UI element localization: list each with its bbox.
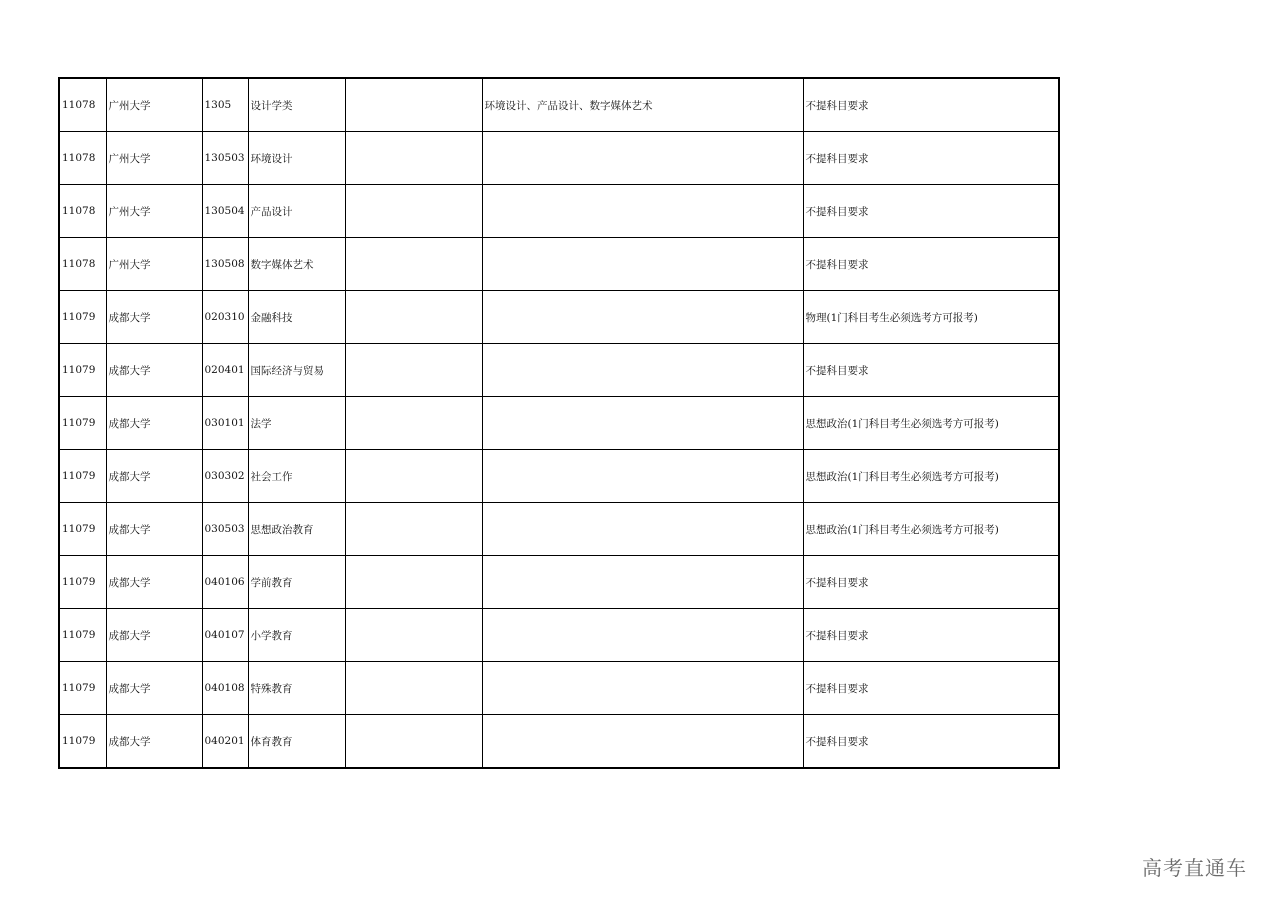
major-code-cell: 020401 — [202, 344, 248, 397]
blank-cell — [345, 291, 482, 344]
institution-code-cell: 11079 — [59, 344, 106, 397]
subject-requirement-cell: 物理(1门科目考生必须选考方可报考) — [803, 291, 1059, 344]
major-name-cell: 体育教育 — [248, 715, 345, 769]
major-name-cell: 思想政治教育 — [248, 503, 345, 556]
major-name-cell: 学前教育 — [248, 556, 345, 609]
institution-code-cell: 11078 — [59, 185, 106, 238]
blank-cell — [345, 132, 482, 185]
included-majors-cell — [482, 450, 803, 503]
included-majors-cell — [482, 238, 803, 291]
major-code-cell: 030101 — [202, 397, 248, 450]
institution-name-cell: 成都大学 — [106, 662, 202, 715]
major-code-cell: 130504 — [202, 185, 248, 238]
table-row — [59, 132, 1059, 185]
included-majors-cell — [482, 291, 803, 344]
institution-name-cell: 成都大学 — [106, 609, 202, 662]
subject-requirement-cell: 不提科目要求 — [803, 715, 1059, 769]
major-code-cell: 030302 — [202, 450, 248, 503]
blank-cell — [345, 344, 482, 397]
major-code-cell: 040106 — [202, 556, 248, 609]
institution-code-cell: 11079 — [59, 291, 106, 344]
major-code-cell: 040108 — [202, 662, 248, 715]
subject-requirements-table — [58, 77, 1060, 769]
subject-requirement-cell: 不提科目要求 — [803, 344, 1059, 397]
subject-requirement-cell: 不提科目要求 — [803, 662, 1059, 715]
major-code-cell: 130503 — [202, 132, 248, 185]
institution-name-cell: 广州大学 — [106, 185, 202, 238]
blank-cell — [345, 609, 482, 662]
institution-name-cell: 广州大学 — [106, 132, 202, 185]
subject-requirement-cell: 思想政治(1门科目考生必须选考方可报考) — [803, 450, 1059, 503]
included-majors-cell: 环境设计、产品设计、数字媒体艺术 — [482, 78, 803, 132]
included-majors-cell — [482, 132, 803, 185]
major-name-cell: 产品设计 — [248, 185, 345, 238]
major-code-cell: 130508 — [202, 238, 248, 291]
included-majors-cell — [482, 503, 803, 556]
included-majors-cell — [482, 344, 803, 397]
institution-code-cell: 11079 — [59, 662, 106, 715]
institution-code-cell: 11079 — [59, 715, 106, 769]
major-code-cell: 020310 — [202, 291, 248, 344]
blank-cell — [345, 78, 482, 132]
major-name-cell: 数字媒体艺术 — [248, 238, 345, 291]
table-row — [59, 291, 1059, 344]
blank-cell — [345, 397, 482, 450]
table-row — [59, 556, 1059, 609]
major-name-cell: 法学 — [248, 397, 345, 450]
blank-cell — [345, 450, 482, 503]
table-row — [59, 185, 1059, 238]
institution-name-cell: 成都大学 — [106, 344, 202, 397]
table-row — [59, 503, 1059, 556]
institution-code-cell: 11079 — [59, 609, 106, 662]
major-code-cell: 1305 — [202, 78, 248, 132]
major-name-cell: 金融科技 — [248, 291, 345, 344]
institution-name-cell: 成都大学 — [106, 556, 202, 609]
blank-cell — [345, 185, 482, 238]
major-code-cell: 040201 — [202, 715, 248, 769]
subject-requirement-cell: 不提科目要求 — [803, 185, 1059, 238]
table-row — [59, 238, 1059, 291]
major-code-cell: 030503 — [202, 503, 248, 556]
subject-requirement-cell: 不提科目要求 — [803, 78, 1059, 132]
subject-requirement-cell: 不提科目要求 — [803, 132, 1059, 185]
institution-code-cell: 11079 — [59, 450, 106, 503]
included-majors-cell — [482, 609, 803, 662]
subject-requirement-cell: 思想政治(1门科目考生必须选考方可报考) — [803, 503, 1059, 556]
major-name-cell: 小学教育 — [248, 609, 345, 662]
institution-name-cell: 成都大学 — [106, 715, 202, 769]
table-body — [59, 78, 1059, 768]
major-name-cell: 设计学类 — [248, 78, 345, 132]
blank-cell — [345, 238, 482, 291]
included-majors-cell — [482, 715, 803, 769]
table-row — [59, 344, 1059, 397]
major-name-cell: 社会工作 — [248, 450, 345, 503]
institution-code-cell: 11079 — [59, 397, 106, 450]
blank-cell — [345, 715, 482, 769]
blank-cell — [345, 662, 482, 715]
included-majors-cell — [482, 556, 803, 609]
institution-code-cell: 11078 — [59, 238, 106, 291]
major-name-cell: 环境设计 — [248, 132, 345, 185]
table-row — [59, 397, 1059, 450]
blank-cell — [345, 503, 482, 556]
table-row — [59, 450, 1059, 503]
watermark-text: 高考直通车 — [1142, 856, 1247, 880]
included-majors-cell — [482, 185, 803, 238]
subject-requirement-cell: 不提科目要求 — [803, 238, 1059, 291]
table-row — [59, 609, 1059, 662]
table-row — [59, 78, 1059, 132]
subject-requirement-cell: 思想政治(1门科目考生必须选考方可报考) — [803, 397, 1059, 450]
major-name-cell: 特殊教育 — [248, 662, 345, 715]
major-name-cell: 国际经济与贸易 — [248, 344, 345, 397]
institution-name-cell: 成都大学 — [106, 397, 202, 450]
table-row — [59, 662, 1059, 715]
major-code-cell: 040107 — [202, 609, 248, 662]
subject-requirement-cell: 不提科目要求 — [803, 556, 1059, 609]
institution-code-cell: 11078 — [59, 78, 106, 132]
institution-name-cell: 广州大学 — [106, 78, 202, 132]
institution-code-cell: 11079 — [59, 556, 106, 609]
institution-name-cell: 成都大学 — [106, 450, 202, 503]
subject-requirement-cell: 不提科目要求 — [803, 609, 1059, 662]
included-majors-cell — [482, 662, 803, 715]
institution-code-cell: 11079 — [59, 503, 106, 556]
institution-name-cell: 成都大学 — [106, 503, 202, 556]
institution-code-cell: 11078 — [59, 132, 106, 185]
table-row — [59, 715, 1059, 769]
blank-cell — [345, 556, 482, 609]
institution-name-cell: 广州大学 — [106, 238, 202, 291]
institution-name-cell: 成都大学 — [106, 291, 202, 344]
included-majors-cell — [482, 397, 803, 450]
